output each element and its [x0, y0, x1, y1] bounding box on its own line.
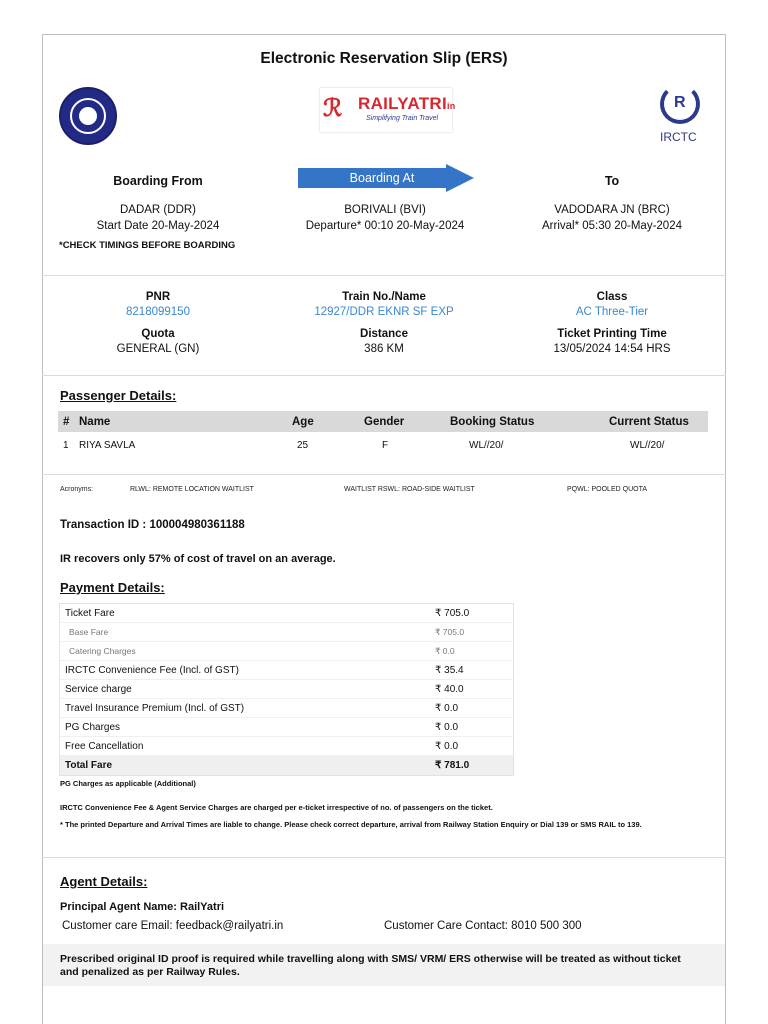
acronyms-label: Acronyms:	[60, 486, 94, 493]
ir-cost-note: IR recovers only 57% of cost of travel on an average.	[60, 553, 336, 565]
table-row: Catering Charges ₹ 0.0	[60, 642, 513, 661]
indian-railways-logo	[59, 87, 117, 145]
railyatri-logo: ℛ RAILYATRIin Simplifying Train Travel	[320, 88, 452, 132]
divider	[42, 857, 726, 858]
boarding-at-arrow: Boarding At	[298, 164, 476, 192]
acronym-rlwl: RLWL: REMOTE LOCATION WAITLIST	[130, 486, 254, 493]
boarding-station: BORIVALI (BVI)	[344, 204, 426, 216]
railyatri-mark-icon: ℛ	[323, 95, 343, 122]
table-row: 1 RIYA SAVLA 25 F WL//20/ WL//20/	[63, 440, 665, 451]
acronym-rswl: WAITLIST RSWL: ROAD-SIDE WAITLIST	[344, 486, 475, 493]
distance-block: Distance 386 KM	[286, 327, 482, 357]
class-value: AC Three-Tier	[575, 306, 649, 318]
class-block: Class AC Three-Tier	[512, 290, 712, 320]
from-station-block	[60, 202, 256, 234]
agent-details-heading: Agent Details:	[60, 874, 148, 889]
acronym-pqwl: PQWL: POOLED QUOTA	[567, 486, 647, 493]
boarding-station-block	[290, 202, 480, 234]
total-fare-row: Total Fare ₹ 781.0	[60, 756, 513, 775]
pnr-block: PNR 8218099150	[60, 290, 256, 320]
table-row: Ticket Fare ₹ 705.0	[60, 604, 513, 623]
pnr-value: 8218099150	[126, 306, 190, 318]
divider	[42, 474, 726, 475]
irctc-logo: R IRCTC	[652, 84, 712, 146]
to-heading: To	[604, 174, 620, 188]
table-row: Travel Insurance Premium (Incl. of GST) ₹ 0.0	[60, 699, 513, 718]
train-value: 12927/DDR EKNR SF EXP	[314, 306, 454, 318]
payment-details-heading: Payment Details:	[60, 580, 165, 595]
from-station: DADAR (DDR)	[119, 204, 197, 216]
table-row: PG Charges ₹ 0.0	[60, 718, 513, 737]
table-row: Free Cancellation ₹ 0.0	[60, 737, 513, 756]
quota-value: GENERAL (GN)	[116, 343, 200, 355]
print-time-value: 13/05/2024 14:54 HRS	[553, 343, 671, 355]
to-station-block	[512, 202, 712, 234]
divider	[42, 375, 726, 376]
pg-charges-note: PG Charges as applicable (Additional)	[60, 779, 196, 788]
quota-block: Quota GENERAL (GN)	[60, 327, 256, 357]
customer-care-contact: Customer Care Contact: 8010 500 300	[384, 920, 582, 932]
start-date: Start Date 20-May-2024	[96, 220, 220, 232]
convenience-fee-note: IRCTC Convenience Fee & Agent Service Charges are charged per e-ticket irrespective of no. of passengers on the ticket.	[60, 803, 493, 812]
arrival-time: Arrival* 05:30 20-May-2024	[542, 220, 682, 232]
principal-agent-name: Principal Agent Name: RailYatri	[60, 901, 225, 913]
departure-time: Departure* 00:10 20-May-2024	[305, 220, 465, 232]
passenger-table-header: # Name Age Gender Booking Status Current Status	[58, 411, 708, 432]
table-row: IRCTC Convenience Fee (Incl. of GST) ₹ 35.4	[60, 661, 513, 680]
payment-table	[59, 603, 514, 776]
timing-note: *CHECK TIMINGS BEFORE BOARDING	[59, 240, 236, 251]
timing-change-note: * The printed Departure and Arrival Times are liable to change. Please check correct departure, arrival from Railway Station Enquiry or Dial 139 or SMS RAIL to 139.	[60, 820, 642, 829]
table-row: Service charge ₹ 40.0	[60, 680, 513, 699]
passenger-table	[58, 411, 708, 456]
table-row: Base Fare ₹ 705.0	[60, 623, 513, 642]
print-time-block: Ticket Printing Time 13/05/2024 14:54 HRS	[512, 327, 712, 357]
distance-value: 386 KM	[364, 343, 404, 355]
divider	[42, 275, 726, 276]
passenger-details-heading: Passenger Details:	[60, 388, 177, 403]
train-block: Train No./Name 12927/DDR EKNR SF EXP	[286, 290, 482, 320]
transaction-id: Transaction ID : 100004980361188	[60, 519, 245, 531]
customer-care-email: Customer care Email: feedback@railyatri.in	[62, 920, 284, 932]
page-title: Electronic Reservation Slip (ERS)	[260, 50, 508, 67]
to-station: VADODARA JN (BRC)	[554, 204, 670, 216]
id-proof-footer: Prescribed original ID proof is required while travelling along with SMS/ VRM/ ERS otherwise will be treated as without ticket and penalized as per Railway Rules.	[43, 944, 725, 986]
boarding-from-heading: Boarding From	[113, 174, 203, 188]
